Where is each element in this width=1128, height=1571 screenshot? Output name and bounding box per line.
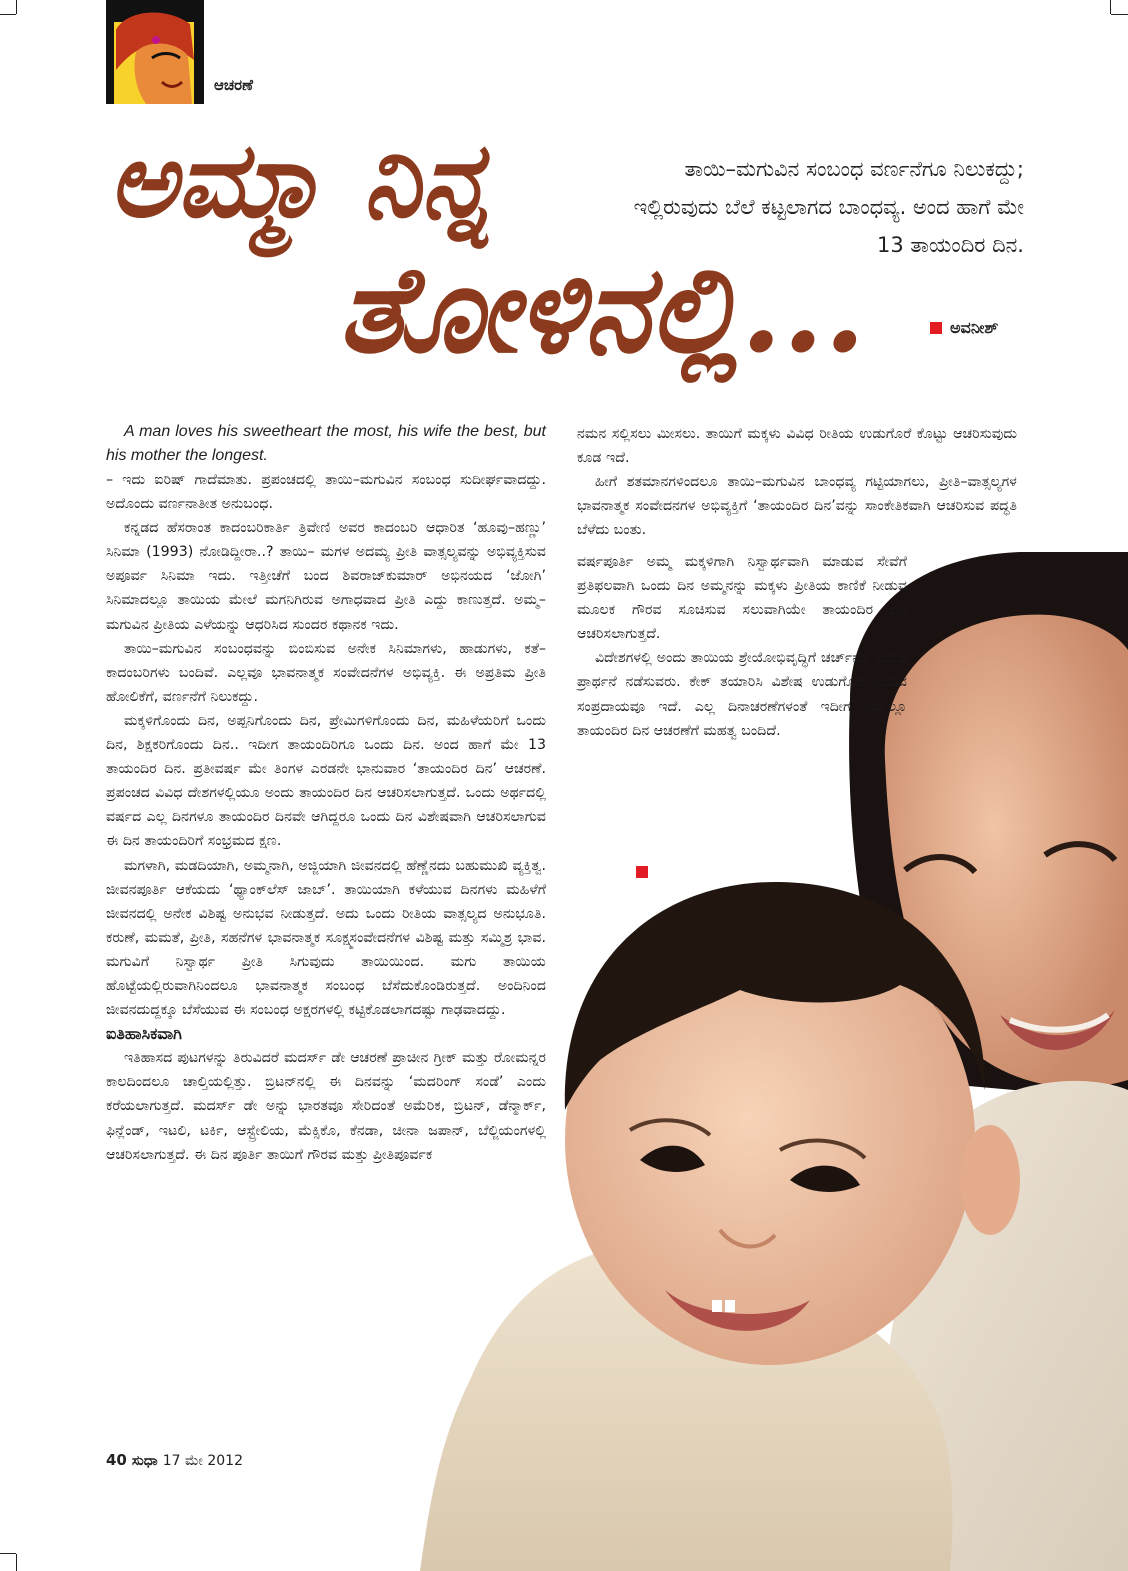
end-mark-icon [636,866,648,878]
article-column-2-bottom [577,550,907,743]
paragraph: ನಮನ ಸಲ್ಲಿಸಲು ಮೀಸಲು. ತಾಯಿಗೆ ಮಕ್ಕಳು ವಿವಿಧ ರೀತಿಯ ಉಡುಗೊರೆ ಕೊಟ್ಟು ಆಚರಿಸುವುದು ಕೂಡ ಇದೆ. [577,426,1017,467]
paragraph: – ಇದು ಐರಿಷ್ ಗಾದೆಮಾತು. ಪ್ರಪಂಚದಲ್ಲಿ ತಾಯಿ–ಮಗುವಿನ ಸಂಬಂಧ ಸುದೀರ್ಘವಾದದ್ದು. ಅದೊಂದು ವರ್ಣನಾತೀತ ಅನುಬಂಧ. [106,472,546,513]
section-logo [106,0,204,104]
section-label: ಆಚರಣೆ [214,76,254,94]
magazine-name: ಸುಧಾ [131,1453,158,1469]
paragraph: ವರ್ಷಪೂರ್ತಿ ಅಮ್ಮ ಮಕ್ಕಳಿಗಾಗಿ ನಿಸ್ವಾರ್ಥವಾಗಿ ಮಾಡುವ ಸೇವೆಗೆ ಪ್ರತಿಫಲವಾಗಿ ಒಂದು ದಿನ ಅಮ್ಮನನ್ನು ಮಕ್ಕಳು ಪ್ರೀತಿಯ ಕಾಣಿಕೆ ನೀಡುವ ಮೂಲಕ ಗೌರವ ಸೂಚಿಸುವ ಸಲುವಾಗಿಯೇ ತಾಯಂದಿರ ದಿನ ಆಚರಿಸಲಾಗುತ್ತದೆ. [577,554,907,643]
article-column-2-top [577,422,1017,542]
author-name: ಅವನೀಶ್ [950,318,999,337]
standfirst: ತಾಯಿ–ಮಗುವಿನ ಸಂಬಂಧ ವರ್ಣನೆಗೂ ನಿಲುಕದ್ದು; ಇಲ್ಲಿರುವುದು ಬೆಲೆ ಕಟ್ಟಲಾಗದ ಬಾಂಧವ್ಯ. ಅಂದ ಹಾಗೆ ಮೇ 13 ತಾಯಂದಿರ ದಿನ. [633,157,1024,257]
paragraph: ತಾಯಿ–ಮಗುವಿನ ಸಂಬಂಧವನ್ನು ಬಿಂಬಿಸುವ ಅನೇಕ ಸಿನಿಮಾಗಳು, ಹಾಡುಗಳು, ಕತೆ–ಕಾದಂಬರಿಗಳು ಬಂದಿವೆ. ಎಲ್ಲವೂ ಭಾವನಾತ್ಮಕ ಸಂವೇದನೆಗಳ ಅಭಿವ್ಯಕ್ತಿ. ಈ ಅಪ್ರತಿಮ ಪ್ರೀತಿ ಹೋಲಿಕೆಗೆ, ವರ್ಣನೆಗೆ ನಿಲುಕದ್ದು. [106,640,546,705]
page-folio [106,1451,243,1469]
opening-quote: A man loves his sweetheart the most, his wife the best, but his mother the longest. [106,423,546,464]
page-number: 40 [106,1451,127,1469]
article-column-1 [106,420,546,1167]
section-logo-face-icon [106,0,204,104]
paragraph: ಮಕ್ಕಳಿಗೊಂದು ದಿನ, ಅಪ್ಪನಿಗೊಂದು ದಿನ, ಪ್ರೇಮಿಗಳಿಗೊಂದು ದಿನ, ಮಹಿಳೆಯರಿಗೆ ಒಂದು ದಿನ, ಶಿಕ್ಷಕರಿಗೊಂದು ದಿನ.. ಇದೀಗ ತಾಯಂದಿರಿಗೂ ಒಂದು ದಿನ. ಅಂದ ಹಾಗೆ ಮೇ 13 ತಾಯಂದಿರ ದಿನ. ಪ್ರತೀವರ್ಷ ಮೇ ತಿಂಗಳ ಎರಡನೇ ಭಾನುವಾರ ‘ತಾಯಂದಿರ ದಿನ’ ಆಚರಣೆ. ಪ್ರಪಂಚದ ವಿವಿಧ ದೇಶಗಳಲ್ಲಿಯೂ ಅಂದು ತಾಯಂದಿರ ದಿನ ಆಚರಿಸಲಾಗುತ್ತದೆ. ಒಂದು ಅರ್ಥದಲ್ಲಿ ವರ್ಷದ ಎಲ್ಲ ದಿನಗಳೂ ತಾಯಂದಿರ ದಿನವೇ ಆಗಿದ್ದರೂ ಒಂದು ದಿನ ವಿಶೇಷವಾಗಿ ಆಚರಿಸಲಾಗುವ ಈ ದಿನ ತಾಯಂದಿರಿಗೆ ಸಂಭ್ರಮದ ಕ್ಷಣ. [106,712,546,850]
paragraph: ಹೀಗೆ ಶತಮಾನಗಳಿಂದಲೂ ತಾಯಿ–ಮಗುವಿನ ಬಾಂಧವ್ಯ ಗಟ್ಟಿಯಾಗಲು, ಪ್ರೀತಿ–ವಾತ್ಸಲ್ಯಗಳ ಭಾವನಾತ್ಮಕ ಸಂವೇದನಗಳ ಅಭಿವ್ಯಕ್ತಿಗೆ ‘ತಾಯಂದಿರ ದಿನ’ವನ್ನು ಸಾಂಕೇತಿಕವಾಗಿ ಆಚರಿಸುವ ಪದ್ಧತಿ ಬೆಳೆದು ಬಂತು. [577,474,1017,539]
paragraph: ಕನ್ನಡದ ಹೆಸರಾಂತ ಕಾದಂಬರಿಕಾರ್ತಿ ತ್ರಿವೇಣಿ ಅವರ ಕಾದಂಬರಿ ಆಧಾರಿತ ‘ಹೂವು–ಹಣ್ಣು’ ಸಿನಿಮಾ (1993) ನೋಡಿದ್ದೀರಾ..? ತಾಯಿ– ಮಗಳ ಅದಮ್ಯ ಪ್ರೀತಿ ವಾತ್ಸಲ್ಯವನ್ನು ಅಭಿವ್ಯಕ್ತಿಸುವ ಅಪೂರ್ವ ಸಿನಿಮಾ ಇದು. ಇತ್ತೀಚೆಗೆ ಬಂದ ಶಿವರಾಜ್‌ಕುಮಾರ್ ಅಭಿನಯದ ‘ಜೋಗಿ’ ಸಿನಿಮಾದಲ್ಲೂ ತಾಯಿಯ ಮೇಲೆ ಮಗನಿಗಿರುವ ಅಗಾಧವಾದ ಪ್ರೀತಿ ಎದ್ದು ಕಾಣುತ್ತದೆ. ಅಮ್ಮ–ಮಗುವಿನ ಪ್ರೀತಿಯ ಎಳೆಯನ್ನು ಆಧರಿಸಿದ ಸುಂದರ ಕಥಾನಕ ಇದು. [106,520,546,633]
subheading: ಐತಿಹಾಸಿಕವಾಗಿ [106,1024,182,1044]
paragraph: ವಿದೇಶಗಳಲ್ಲಿ ಅಂದು ತಾಯಿಯ ಶ್ರೇಯೋಭಿವೃದ್ಧಿಗೆ ಚರ್ಚ್‌ನಲ್ಲಿ ವಿಶೇಷ ಪ್ರಾರ್ಥನೆ ನಡೆಸುವರು. ಕೇಕ್ ತಯಾರಿಸಿ ವಿಶೇಷ ಉಡುಗೊರೆ ನೀಡುವ ಸಂಪ್ರದಾಯವೂ ಇದೆ. ಎಲ್ಲ ದಿನಾಚರಣೆಗಳಂತೆ ಇದೀಗ ನಮ್ಮಲ್ಲೂ ತಾಯಂದಿರ ದಿನ ಆಚರಣೆಗೆ ಮಹತ್ವ ಬಂದಿದೆ. [577,650,907,739]
byline-bullet-icon [930,322,942,334]
issue-date: 17 ಮೇ 2012 [162,1453,243,1469]
paragraph: ಇತಿಹಾಸದ ಪುಟಗಳನ್ನು ತಿರುವಿದರೆ ಮದರ್ಸ್ ಡೇ ಆಚರಣೆ ಪ್ರಾಚೀನ ಗ್ರೀಕ್ ಮತ್ತು ರೋಮನ್ನರ ಕಾಲದಿಂದಲೂ ಚಾಲ್ತಿಯಲ್ಲಿತ್ತು. ಬ್ರಿಟನ್‌ನಲ್ಲಿ ಈ ದಿನವನ್ನು ‘ಮದರಿಂಗ್ ಸಂಡೆ’ ಎಂದು ಕರೆಯಲಾಗುತ್ತದೆ. ಮದರ್ಸ್ ಡೇ ಅನ್ನು ಭಾರತವೂ ಸೇರಿದಂತೆ ಅಮೆರಿಕ, ಬ್ರಿಟನ್, ಡೆನ್ಮಾರ್ಕ್, ಫಿನ್ಲೆಂಡ್, ಇಟಲಿ, ಟರ್ಕಿ, ಆಸ್ಟ್ರೇಲಿಯ, ಮೆಕ್ಸಿಕೊ, ಕೆನಡಾ, ಚೀನಾ ಜಪಾನ್, ಬೆಲ್ಜಿಯಂಗಳಲ್ಲಿ ಆಚರಿಸಲಾಗುತ್ತದೆ. ಈ ದಿನ ಪೂರ್ತಿ ತಾಯಿಗೆ ಗೌರವ ಮತ್ತು ಪ್ರೀತಿಪೂರ್ವಕ [106,1050,546,1163]
headline-line-1: ಅಮ್ಮಾ ನಿನ್ನ [108,118,493,241]
byline [930,318,998,338]
paragraph: ಮಗಳಾಗಿ, ಮಡದಿಯಾಗಿ, ಅಮ್ಮನಾಗಿ, ಅಜ್ಜಿಯಾಗಿ ಜೀವನದಲ್ಲಿ ಹೆಣ್ಣೆನದು ಬಹುಮುಖಿ ವ್ಯಕ್ತಿತ್ವ. ಜೀವನಪೂರ್ತಿ ಆಕೆಯದು ‘ಥ್ಯಾಂಕ್‌ಲೆಸ್ ಜಾಬ್’. ತಾಯಿಯಾಗಿ ಕಳೆಯುವ ದಿನಗಳು ಮಹಿಳೆಗೆ ಜೀವನದಲ್ಲಿ ಅನೇಕ ವಿಶಿಷ್ಟ ಅನುಭವ ನೀಡುತ್ತದೆ. ಅದು ಒಂದು ರೀತಿಯ ವಾತ್ಸಲ್ಯದ ಅನುಭೂತಿ. ಕರುಣೆ, ಮಮತೆ, ಪ್ರೀತಿ, ಸಹನೆಗಳ ಭಾವನಾತ್ಮಕ ಸೂಕ್ಷ್ಮಸಂವೇದನೆಗಳ ವಿಶಿಷ್ಟ ಮತ್ತು ಸಮ್ಮಿಶ್ರ ಭಾವ. ಮಗುವಿಗೆ ನಿಸ್ವಾರ್ಥ ಪ್ರೀತಿ ಸಿಗುವುದು ತಾಯಿಯಿಂದ. ಮಗು ತಾಯಿಯ ಹೊಟ್ಟೆಯಲ್ಲಿರುವಾಗಿನಿಂದಲೂ ಭಾವನಾತ್ಮಕ ಸಂಬಂಧ ಬೆಸೆದುಕೊಂಡಿರುತ್ತದೆ. ಅಂದಿನಿಂದ ಜೀವನದುದ್ದಕ್ಕೂ ಬೆಸೆಯುವ ಈ ಸಂಬಂಧ ಅಕ್ಷರಗಳಲ್ಲಿ ಕಟ್ಟಿಕೊಡಲಾಗದಷ್ಟು ಗಾಢವಾದದ್ದು. [106,857,546,1019]
headline-line-2: ತೋಳಿನಲ್ಲಿ... [338,239,866,380]
